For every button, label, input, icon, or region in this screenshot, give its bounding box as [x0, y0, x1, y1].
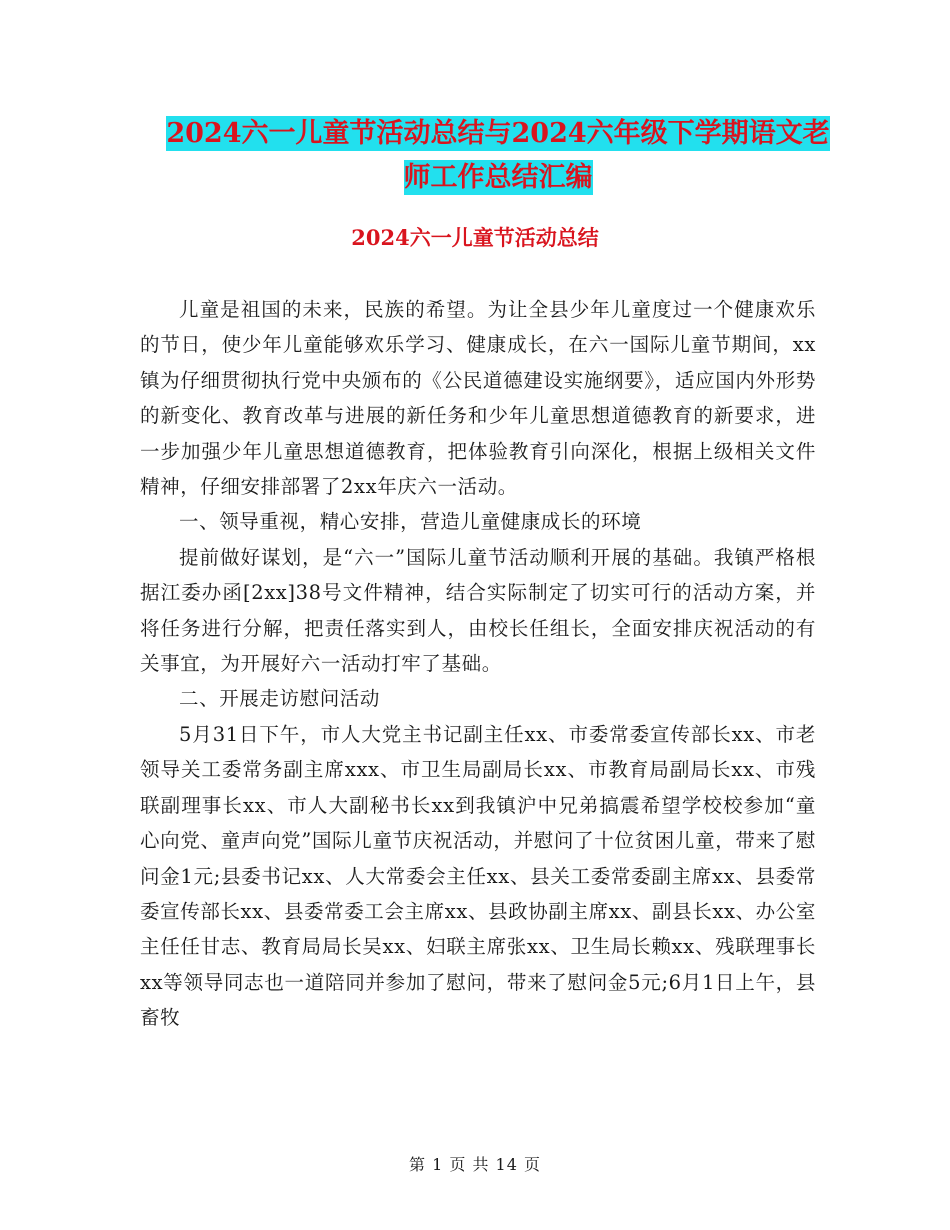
title-line-1: 2024六一儿童节活动总结与2024六年级下学期语文老: [166, 118, 830, 149]
document-body: [140, 292, 816, 1036]
paragraph-visits: 5月31日下午，市人大党主书记副主任xx、市委常委宣传部长xx、市老领导关工委常务副主席xxx、市卫生局副局长xx、市教育局副局长xx、市残联副理事长xx、市人大副秘书长xx到我镇沪中兄弟搞震希望学校校参加“童心向党、童声向党”国际儿童节庆祝活动，并慰问了十位贫困儿童，带来了慰问金1元;县委书记xx、人大常委会主任xx、县关工委常委副主席xx、县委常委宣传部长xx、县委常委工会主席xx、县政协副主席xx、副县长xx、办公室主任任甘志、教育局局长吴xx、妇联主席张xx、卫生局长赖xx、残联理事长xx等领导同志也一道陪同并参加了慰问，带来了慰问金5元;6月1日上午，县畜牧: [140, 722, 816, 1030]
section-title: 2024六一儿童节活动总结: [351, 225, 599, 250]
document-title: [120, 112, 876, 200]
page-footer: 第 1 页 共 14 页: [409, 1155, 541, 1174]
paragraph-heading-1: 一、领导重视，精心安排，营造儿童健康成长的环境: [179, 510, 642, 534]
paragraph-heading-2: 二、开展走访慰问活动: [179, 687, 381, 711]
paragraph-intro: 儿童是祖国的未来，民族的希望。为让全县少年儿童度过一个健康欢乐的节日，使少年儿童能够欢乐学习、健康成长，在六一国际儿童节期间，xx镇为仔细贯彻执行党中央颁布的《公民道德建设实施纲要》，适应国内外形势的新变化、教育改革与进展的新任务和少年儿童思想道德教育的新要求，进一步加强少年儿童思想道德教育，把体验教育引向深化，根据上级相关文件精神，仔细安排部署了2xx年庆六一活动。: [140, 298, 816, 499]
title-line-2: 师工作总结汇编: [403, 162, 593, 193]
paragraph-planning: 提前做好谋划，是“六一”国际儿童节活动顺利开展的基础。我镇严格根据江委办函[2xx]38号文件精神，结合实际制定了切实可行的活动方案，并将任务进行分解，把责任落实到人，由校长任组长，全面安排庆祝活动的有关事宜，为开展好六一活动打牢了基础。: [140, 545, 816, 676]
